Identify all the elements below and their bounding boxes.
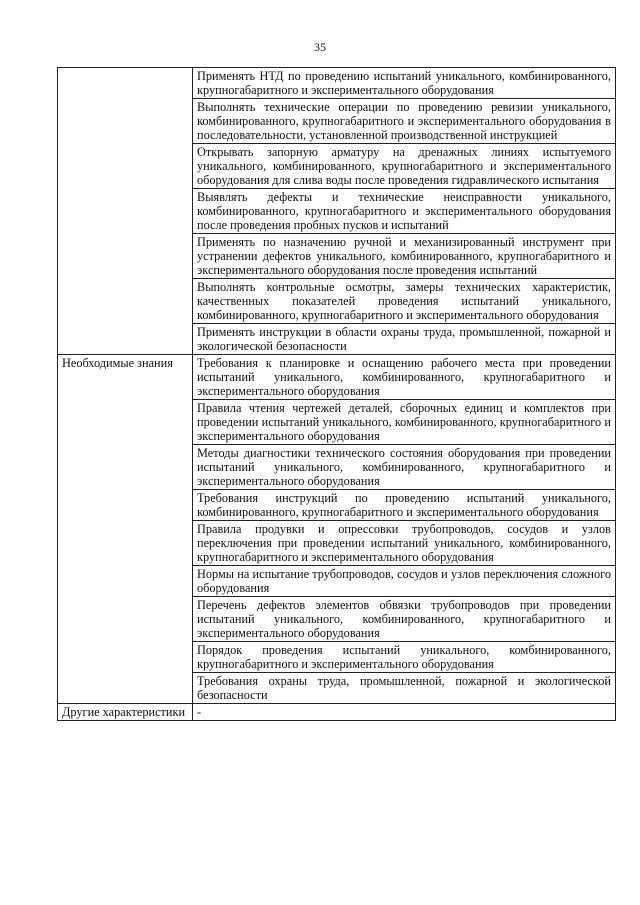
- table-cell: Требования инструкций по проведению испытаний уникального, комбинированного, крупногабаритного и экспериментального оборудования: [193, 490, 616, 521]
- table-cell: Правила чтения чертежей деталей, сборочных единиц и комплектов при проведении испытаний уникального, комбинированного, крупногабаритного и экспериментального оборудования: [193, 400, 616, 445]
- table-row: [58, 704, 616, 721]
- table-cell: Выполнять технические операции по проведению ревизии уникального, комбинированного, крупногабаритного и экспериментального оборудования в последовательности, установленной производственной инструкцией: [193, 99, 616, 144]
- table-cell: Требования к планировке и оснащению рабочего места при проведении испытаний уникального, комбинированного, крупногабаритного и экспериментального оборудования: [193, 355, 616, 400]
- table-cell: Порядок проведения испытаний уникального, комбинированного, крупногабаритного и экспериментального оборудования: [193, 642, 616, 673]
- table-cell: Правила продувки и опрессовки трубопроводов, сосудов и узлов переключения при проведении испытаний уникального, комбинированного, крупногабаритного и экспериментального оборудования: [193, 521, 616, 566]
- table-cell: Выполнять контрольные осмотры, замеры технических характеристик, качественных показателей проведения испытаний уникального, комбинированного, крупногабаритного и экспериментального оборудования: [193, 279, 616, 324]
- table-cell: Применять НТД по проведению испытаний уникального, комбинированного, крупногабаритного и экспериментального оборудования: [193, 68, 616, 99]
- row-label-cell: Необходимые знания: [58, 355, 193, 704]
- table-cell: Применять инструкции в области охраны труда, промышленной, пожарной и экологической безопасности: [193, 324, 616, 355]
- table-cell: Перечень дефектов элементов обвязки трубопроводов при проведении испытаний уникального, комбинированного, крупногабаритного и экспериментального оборудования: [193, 597, 616, 642]
- table-cell: Открывать запорную арматуру на дренажных линиях испытуемого уникального, комбинированного, крупногабаритного и экспериментального оборудования для слива воды после проведения гидравлического испытания: [193, 144, 616, 189]
- row-label-cell: [58, 68, 193, 355]
- table-row: [58, 68, 616, 99]
- table-cell: Нормы на испытание трубопроводов, сосудов и узлов переключения сложного оборудования: [193, 566, 616, 597]
- table-cell: Требования охраны труда, промышленной, пожарной и экологической безопасности: [193, 673, 616, 704]
- table-cell: Методы диагностики технического состояния оборудования при проведении испытаний уникального, комбинированного, крупногабаритного и экспериментального оборудования: [193, 445, 616, 490]
- row-label-cell: Другие характеристики: [58, 704, 193, 721]
- table-cell: -: [193, 704, 616, 721]
- table-row: [58, 355, 616, 400]
- competency-table: [57, 67, 616, 721]
- table-cell: Выявлять дефекты и технические неисправности уникального, комбинированного, крупногабаритного и экспериментального оборудования после проведения пробных пусков и испытаний: [193, 189, 616, 234]
- page-number: 35: [314, 40, 326, 54]
- table-cell: Применять по назначению ручной и механизированный инструмент при устранении дефектов уникального, комбинированного, крупногабаритного и экспериментального оборудования после проведения испытаний: [193, 234, 616, 279]
